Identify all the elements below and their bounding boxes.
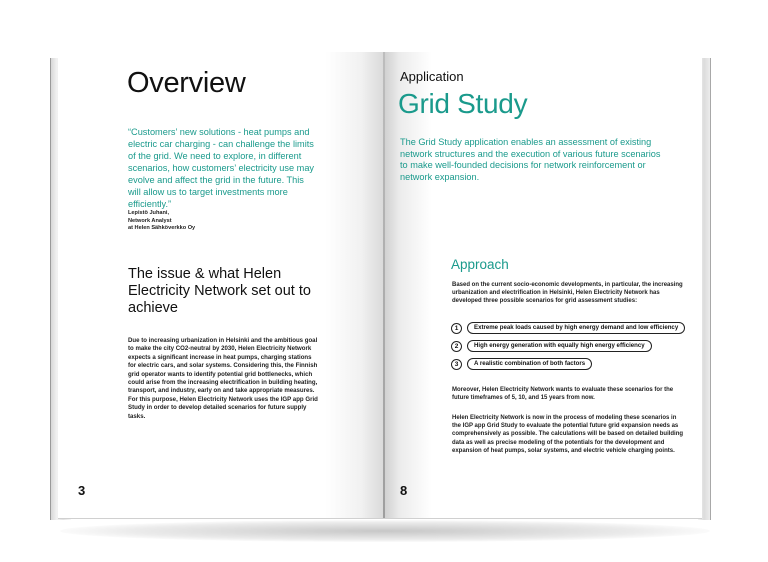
author-role: Network Analyst [128, 217, 172, 224]
right-page [384, 52, 702, 519]
scenario-label: High energy generation with equally high energy efficiency [467, 340, 652, 352]
scenario-label: Extreme peak loads caused by high energy demand and low efficiency [467, 322, 685, 334]
author-name: Lepistö Juhani, [128, 210, 170, 216]
approach-heading: Approach [451, 257, 509, 272]
scenario-number: 3 [451, 359, 462, 370]
scenario-item [451, 358, 592, 370]
book-shadow [60, 520, 710, 542]
timeframes-paragraph: Moreover, Helen Electricity Network wants to evaluate these scenarios for the future timeframes of 5, 10, and 15 years from now. [452, 387, 674, 402]
author-org: at Helen Sähköverkko Oy [128, 225, 196, 231]
scenario-number: 1 [451, 323, 462, 334]
issue-body: Due to increasing urbanization in Helsinki and the ambitious goal to make the city CO2-neutral by 2030, Helen Electricity Network expects a significant increase in heat pumps, charging stations for electric cars, and solar systems. Considering this, the Finnish grid operator wants to identify potential grid bottlenecks, which could arise from the increasing electrification in building heating, transport, and industry, early on and take appropriate measures. For this purpose, Helen Electricity Network uses the IGP app Grid Study in order to develop detailed scenarios for future supply tasks. [128, 337, 318, 420]
scenario-item [451, 340, 652, 352]
left-page [58, 52, 384, 519]
issue-heading: The issue & what Helen Electricity Network set out to achieve [128, 266, 311, 316]
page-number-left: 3 [78, 483, 86, 498]
application-label: Application [400, 69, 464, 84]
approach-body: Based on the current socio-economic developments, in particular, the increasing urbanization and electrification in Helsinki, Helen Electricity Network has developed three possible scenarios for grid assessment studies: [452, 282, 683, 305]
modeling-paragraph: Helen Electricity Network is now in the process of modeling these scenarios in the IGP app Grid Study to evaluate the potential future grid expansion needs as comprehensively as possible. The calculations will be based on detailed building data as well as precise modeling of the potentials for the development and expansion of heat pumps, solar systems, and electric vehicle charging points. [452, 415, 684, 454]
page-number-right: 8 [400, 483, 408, 498]
intro-text: The Grid Study application enables an assessment of existing network structures and the execution of various future scenarios to make well-founded decisions for network reinforcement or network expansion. [400, 137, 661, 182]
scenario-item [451, 322, 685, 334]
book-spine [383, 52, 385, 518]
scenario-number: 2 [451, 341, 462, 352]
customer-quote: “Customers’ new solutions - heat pumps and electric car charging - can challenge the limits of the grid. We need to explore, in different scenarios, how customers’ electricity use may evolve and affect the grid in the future. This will allow us to target investments more efficiently.” [128, 127, 315, 209]
quote-author [128, 210, 195, 233]
scenario-label: A realistic combination of both factors [467, 358, 592, 370]
page-title-overview: Overview [127, 67, 246, 99]
page-title-grid-study: Grid Study [398, 88, 528, 119]
